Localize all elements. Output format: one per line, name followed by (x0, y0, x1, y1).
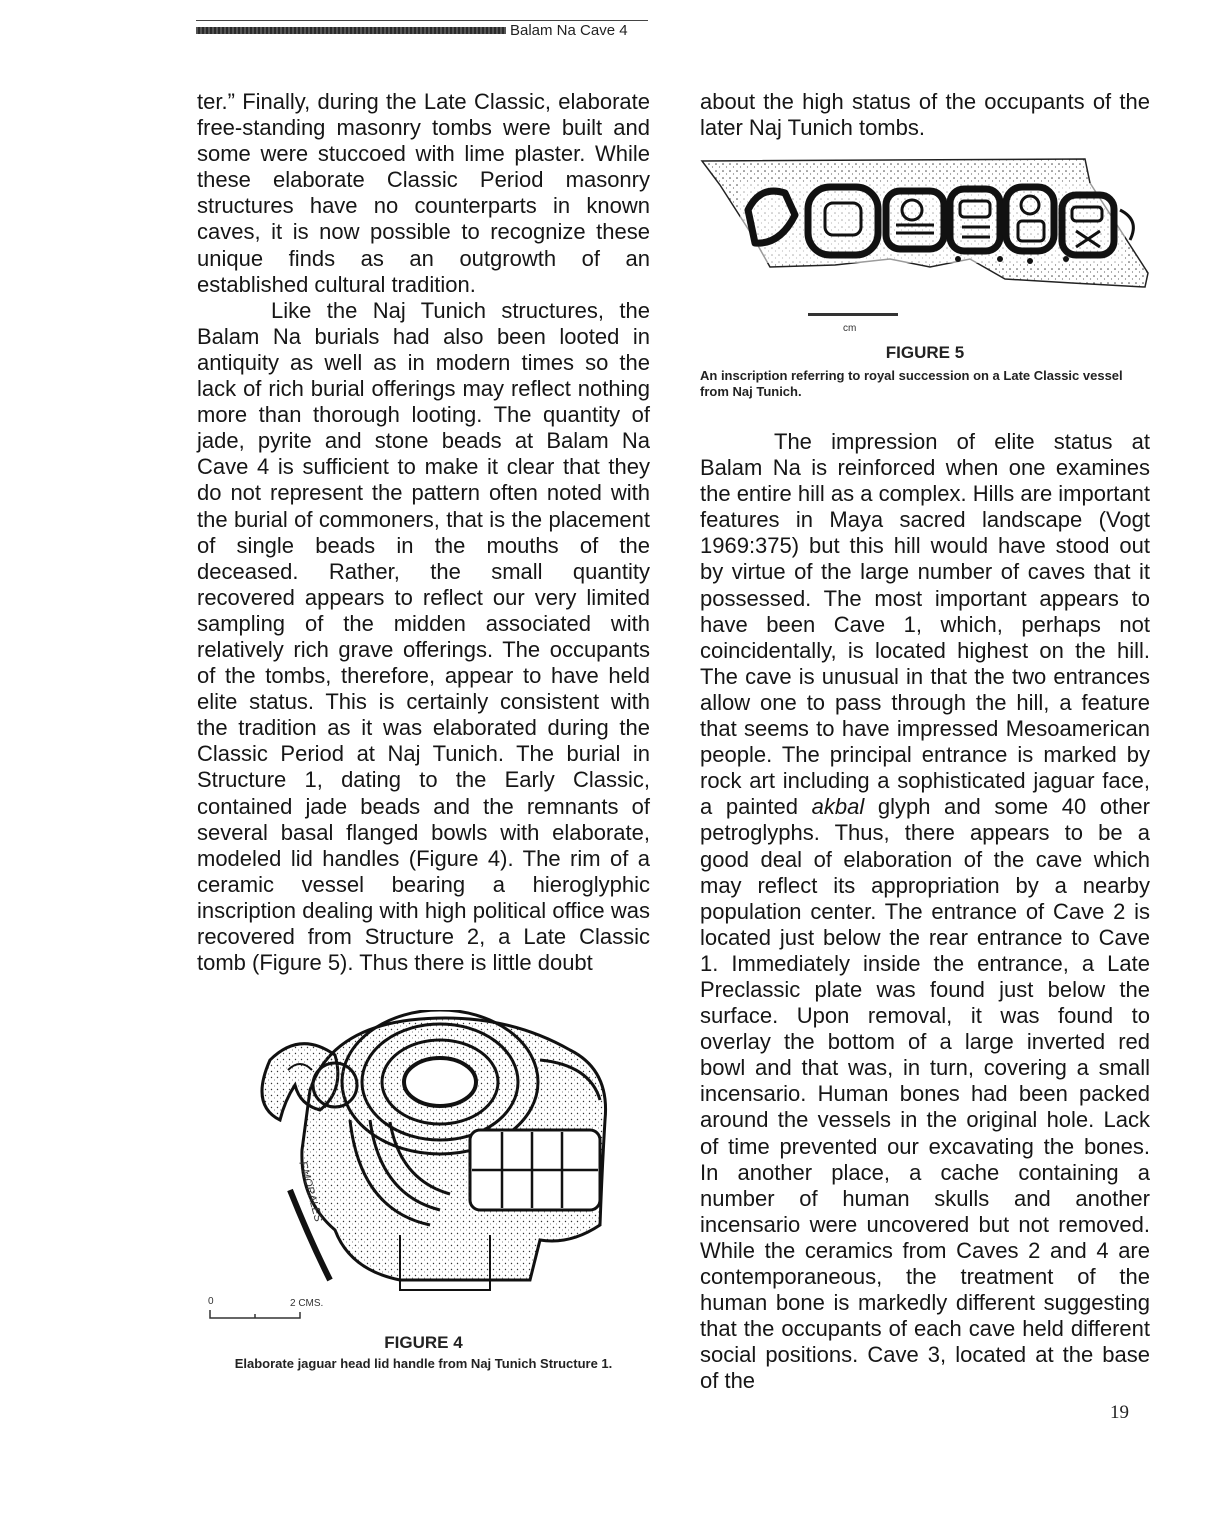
figure-4-artist-signature: F.MORALES (296, 1160, 325, 1224)
figure-4-caption: Elaborate jaguar head lid handle from Naj Tunich Structure 1. (234, 1356, 613, 1371)
right-main-paragraph (700, 429, 1150, 1394)
right-main-text-1: The impression of elite status at Balam Na is reinforced when one examines the entire hill as a complex. Hills are important features in Maya sacred landscape (Vogt 1969:375) but this hill would have stood out by virtue of the large number of caves that it possessed. The most important appears to have been Cave 1, which, perhaps not coincidentally, is located highest on the hill. The cave is unusual in that the two entrances allow one to pass through the hill, a feature that seems to have impressed Mesoamerican people. The principal entrance is marked by rock art including a sophisticated jaguar face, a painted (700, 429, 1150, 820)
figure-5-scale-label: cm (843, 323, 857, 334)
right-column-main (700, 429, 1150, 1394)
figure-4-title: FIGURE 4 (384, 1333, 463, 1352)
figure-5-caption: An inscription referring to royal succession on a Late Classic vessel from Naj Tunich. (700, 368, 1123, 399)
figure-4-scale-label: 2 CMS. (290, 1298, 324, 1309)
figure-5-scale-bar (808, 311, 898, 319)
left-column (197, 89, 650, 976)
figure-4-scale-bar (208, 1308, 304, 1320)
figure-4-jaguar-head-drawing (240, 1010, 650, 1300)
page-number: 19 (1110, 1402, 1129, 1423)
header-bar (196, 27, 506, 34)
figure-4-scale-zero: 0 (208, 1296, 214, 1307)
figure-5-inscription-drawing (700, 155, 1152, 300)
running-head: Balam Na Cave 4 (510, 22, 628, 39)
akbal-italic-word: akbal (811, 794, 865, 820)
right-main-text-2: glyph and some 40 other petroglyphs. Thus, there appears to be a good deal of elaboration of the cave which may reflect its appropriation by a nearby population center. The entrance of Cave 2 is located just below the rear entrance to Cave 1. Immediately inside the entrance, a Late Preclassic plate was found just below the surface. Upon removal, it was found to overlay the bottom of a large inverted red bowl and that was, in turn, covering a small incensario. Human bones had been packed around the vessels in the original hole. Lack of time prevented our excavating the bones. In another place, a cache containing a number of human skulls and another incensario were uncovered but not removed. While the ceramics from Caves 2 and 4 are contemporaneous, the treatment of the human bone is markedly different suggesting that the occupants of each cave held different social positions. Cave 3, located at the base of the (700, 794, 1150, 1394)
figure-5-title: FIGURE 5 (885, 343, 965, 362)
left-paragraph-2: Like the Naj Tunich structures, the Balam Na burials had also been looted in antiquity as well as in modern times so the lack of rich burial offerings may reflect nothing more than thorough looting. The quantity of jade, pyrite and stone beads at Balam Na Cave 4 is sufficient to make it clear that they do not represent the pattern often noted with the burial of commoners, that is the placement of single beads in the mouths of the deceased. Rather, the small quantity recovered appears to reflect our very limited sampling of the midden associated with relatively rich grave offerings. The occupants of the tombs, therefore, appear to have held elite status. This is certainly consistent with the tradition as it was elaborated during the Classic Period at Naj Tunich. The burial in Structure 1, dating to the Early Classic, contained jade beads and the remnants of several basal flanged bowls with elaborate, modeled lid handles (Figure 4). The rim of a ceramic vessel bearing a hieroglyphic inscription dealing with high political office was recovered from Structure 2, a Late Classic tomb (Figure 5). Thus there is little doubt (197, 297, 650, 976)
right-top-paragraph: about the high status of the occupants of the later Naj Tunich tombs. (700, 89, 1150, 141)
left-paragraph-1: ter.” Finally, during the Late Classic, elaborate free-standing masonry tombs were built and some were stuccoed with lime plaster. While these elaborate Classic Period masonry structures have no counterparts in known caves, it is now possible to recognize these unique finds as an outgrowth of an established cultural tradition. (197, 89, 650, 297)
right-column-top (700, 89, 1150, 141)
header-rule (196, 20, 648, 21)
